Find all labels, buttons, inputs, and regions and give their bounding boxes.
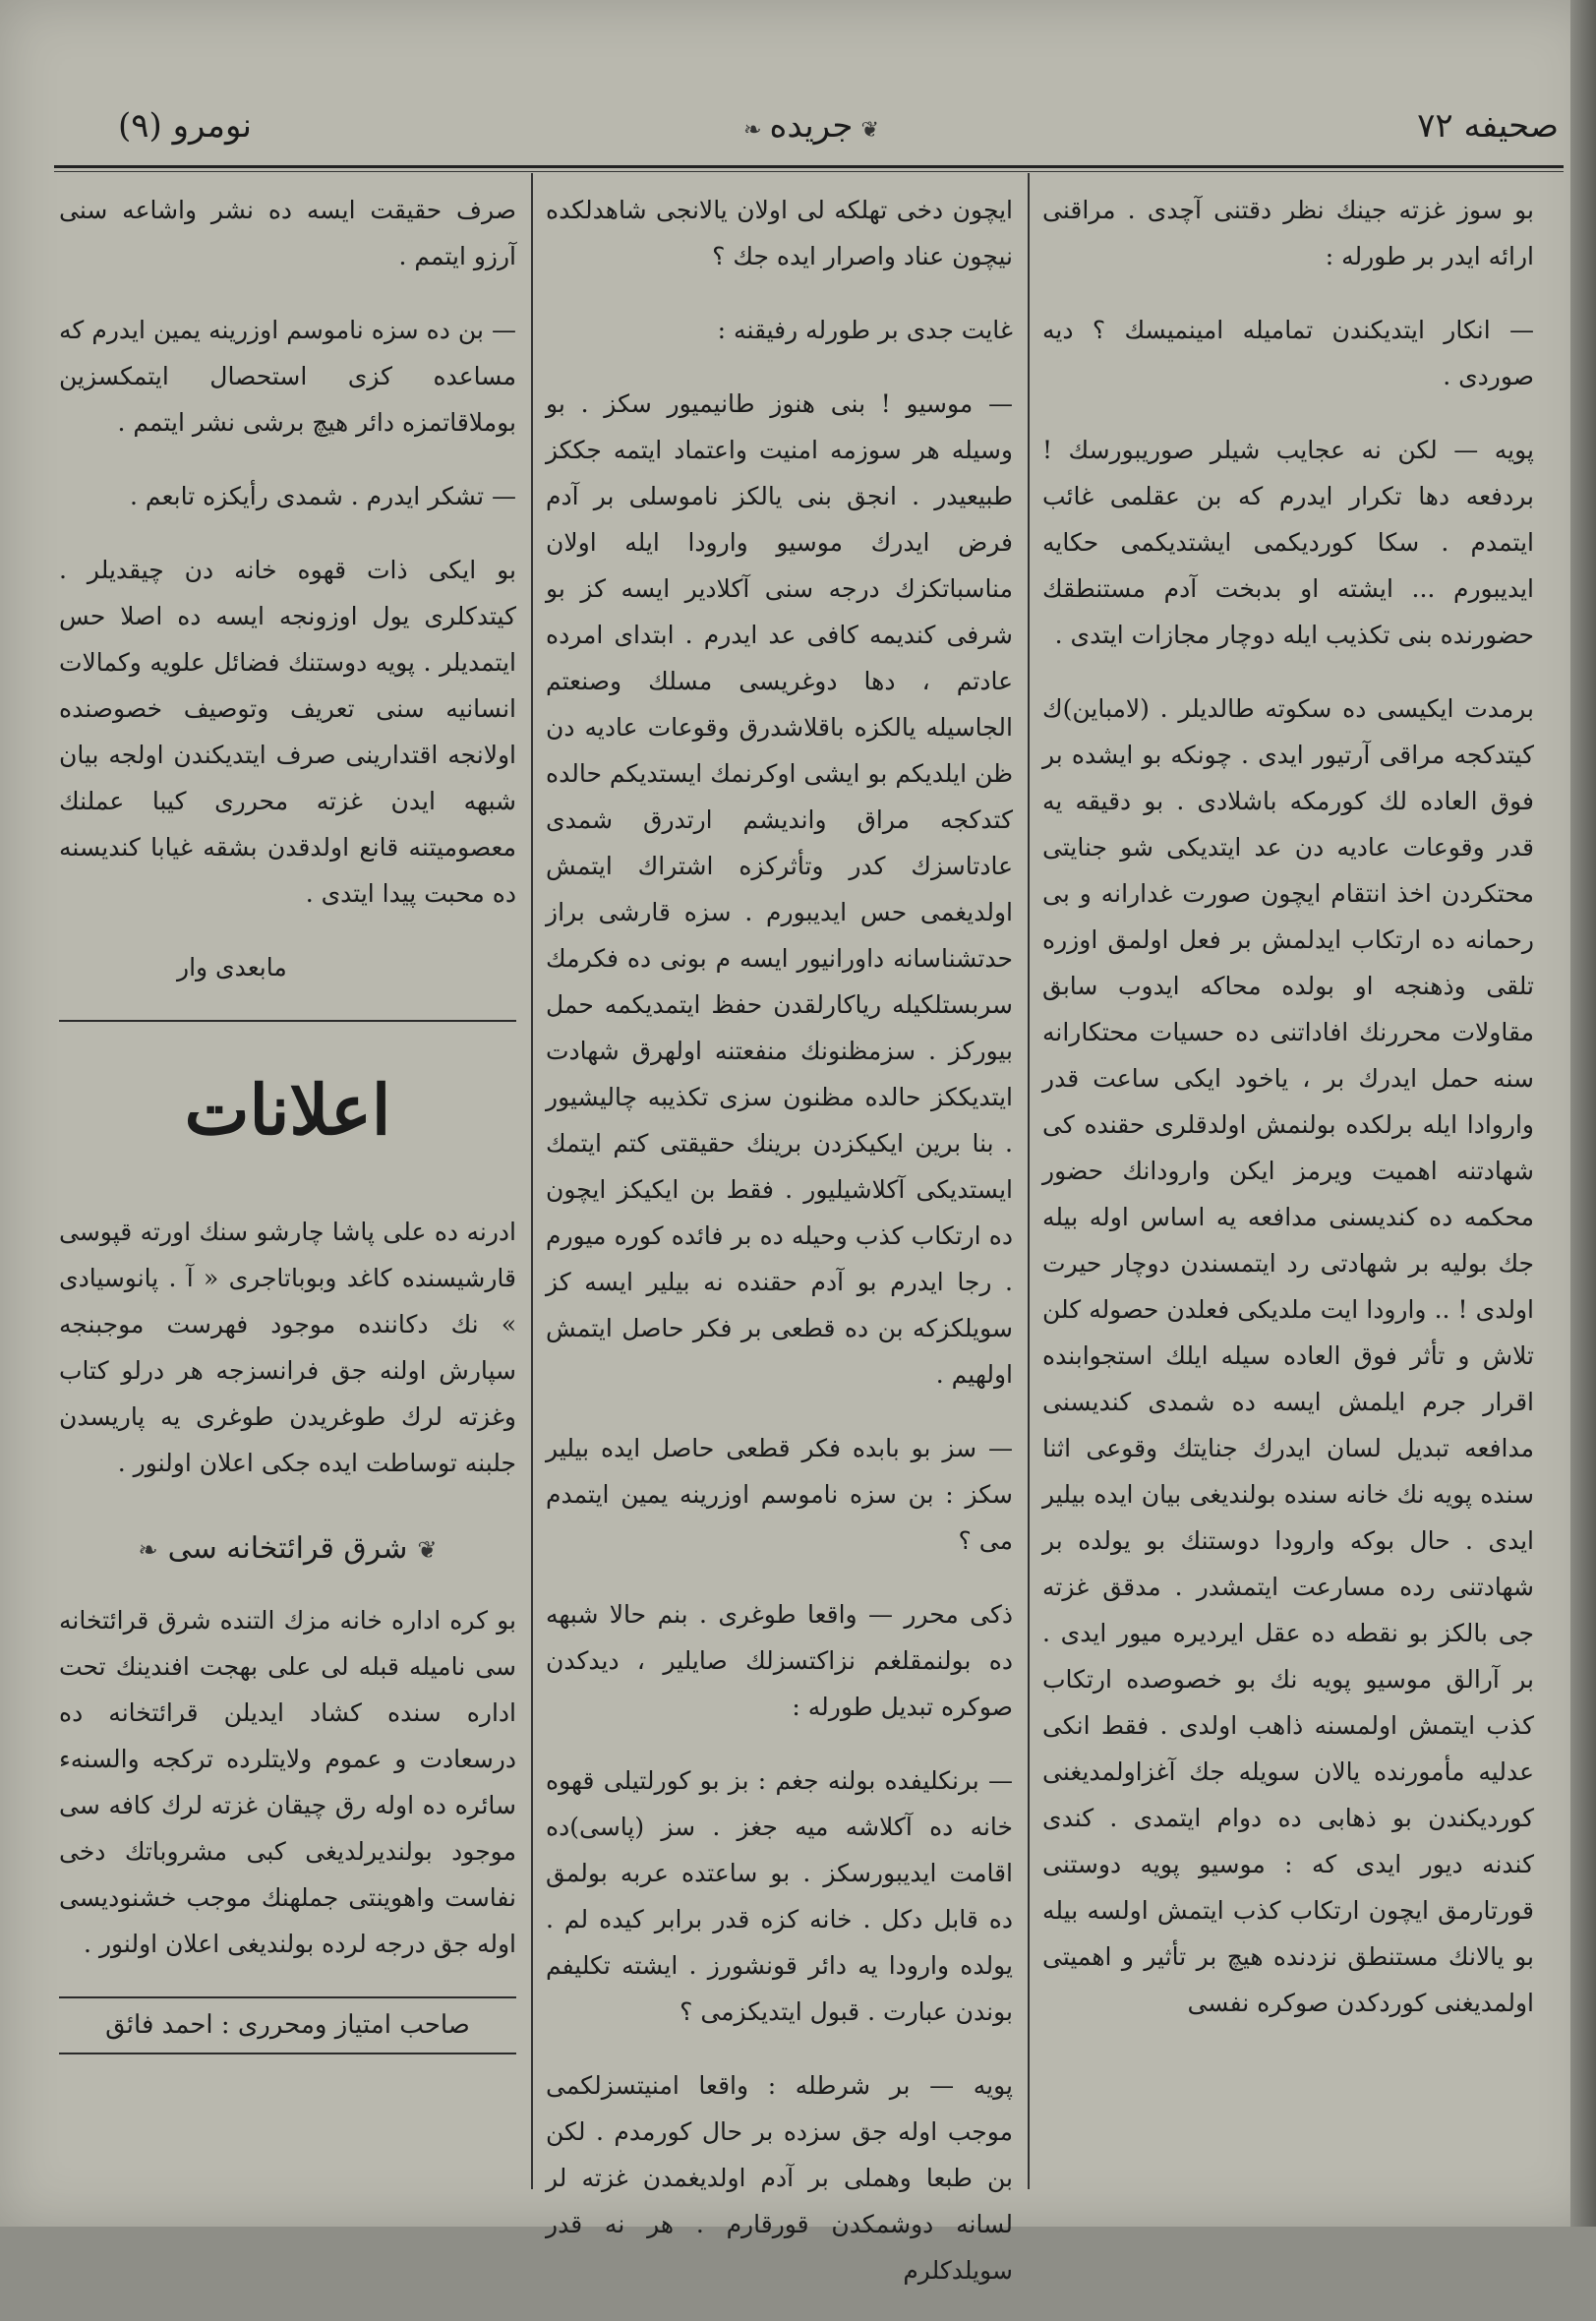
masthead [688,106,934,146]
advertisement: بو کره اداره خانه مزك التنده شرق قرائتخانه سی نامیله قبله لی علی بهجت افندینك تحت اداره سنده کشاد ایدیلن قرائتخانه ده درسعادت و عموم ولایتلرده ترکجه والسنهء سائره ده اوله رق چیقان غزته لرك کافه سی موجود بولندیرلدیغی کبی مشروباتك دخی نفاست واهوینتی جملهنك موجب خشنودیسی اوله جق درجه لرده بولندیغی اعلان اولنور . [59,1606,516,1958]
paragraph: بو ایکی ذات قهوه خانه دن چیقدیلر . کیتدکلری یول اوزونجه ایسه ده اصلا حس ایتمدیلر . پویه دوستنك فضائل علویه وکمالات انسانیه سنی تعریف وتوصیف خصوصنده اولانجه اقتدارینی صرف ایتدیکندن اولجه بیان شبهه ایدن غزته محرری کیبا عملنك معصومیتنه قانع اولدقدن بشقه غیابا کندیسنه ده محبت پیدا ایتدی . [59,556,516,908]
ornament-icon: ❧ [138,1536,158,1564]
column-right [1042,187,1534,2053]
paragraph: — برنکلیفده بولنه جغم : بز بو کورلتیلی قهوه خانه ده آکلاشه میه جغز . سز (پاسی)ده اقامت ایدیبورسکز . بو ساعتده عربه بولمق ده قابل دکل . خانه کزه قدر برابر کیده لم . یولده وارودا یه دائر قونشورز . ایشته تکلیفم بوندن عبارت . قبول ایتدیکزمی ؟ [546,1766,1013,2026]
paragraph: — انکار ایتدیکندن تمامیله امینمیسك ؟ دیه صوردی . [1042,316,1534,390]
publisher-footer: صاحب امتیاز ومحرری : احمد فائق [59,1996,516,2054]
reading-room-title: شرق قرائتخانه سی [167,1531,408,1566]
paragraph: — سز بو بابده فکر قطعی حاصل ایده بیلیر سکز : بن سزه ناموسم اوزرینه یمین ایتمدم می ؟ [546,1434,1013,1555]
advertisement: ادرنه ده علی پاشا چارشو سنك اورته قپوسی قارشیسنده کاغد وبوباتاجری « آ . پانوسیادی » نك دکاننده موجود فهرست موجبنجه سپارش اولنه جق فرانسزجه هر درلو کتاب وغزته لرك طوغریدن طوغری یه پاریسدن جلبنه توساطت ایده جکی اعلان اولنور . [59,1218,516,1477]
header-rule-thin [54,171,1564,172]
paragraph: پویه — لکن نه عجایب شیلر صوریبورسك ! بردفعه دها تکرار ایدرم که بن عقلمی غائب ایتمدم . سکا کوردیکمی ایشتدیکمی حکایه ایدیبورم ... ایشته او بدبخت آدم مستنطقك حضورنده بنی تکذیب ایله دوچار مجازات ایتدی . [1042,436,1534,649]
paragraph: غایت جدی بر طورله رفیقنه : [717,316,1013,344]
paragraph: برمدت ایکیسی ده سکوته طالدیلر . (لامباین)ك کیتدکجه مراقی آرتیور ایدی . چونکه بو ایشده بر فوق العاده لك کورمکه باشلادی . بو دقیقه یه قدر وقوعات عادیه دن عد ایتدیکی شو جنایتی محتکردن اخذ انتقام ایچون صورت غدارانه و بی رحمانه ده ارتکاب ایدلمش بر فعل اولمق اوزره تلقی وذهنجه او بولده محاکه ایدوب سابق مقاولات محررنك افاداتنی ده حسیات محتکارانه سنه حمل ایدرك بر ، یاخود ایکی ساعت قدر واروادا ایله برلکده بولنمش اولدقلری حقنده کی شهادتنه اهمیت ویرمز ایکن وارودانك حضور محکمه ده کندیسنی مدافعه یه اساس اوله بیله جك بولیه بر شهادتی رد ایتمسندن دوچار حیرت اولدی ! .. وارودا ایت ملدیکی فعلدن حصوله کلن تلاش و تأثر فوق العاده سیله ایلك استجوابنده اقرار جرم ایلمش ایسه ده شمدی کندیسنی مدافعه تبدیل لسان ایدرك جنایتك وقوعی اثنا سنده پویه نك خانه سنده بولندیغی بیان ایده بیلیر ایدی . حال بوکه وارودا دوستنك بو یولده بر شهادتنی رده مسارعت ایتمشدر . مدقق غزته جی بالکز بو نقطه ده عقل ایردیره میور ایدی . بر آرالق موسیو پویه نك بو خصوصده ارتکاب کذب ایتمش اولمسنه ذاهب اولدی . فقط انکی عدلیه مأمورنده یالان سویله جك آغزاولمدیغنی کوردیکندن بو ذهابی ده دوام ایتمدی . کندی کندنه دیور ایدی که : موسیو پویه دوستنی قورتارمق ایچون ارتکاب کذب ایتمش اولسه بیله بو یالانك مستنطق نزدنده هیچ بر تأثیر و اهمیتی اولمدیغنی کوردکدن صوکره نفسی [1042,694,1534,2017]
header-rule [54,165,1564,168]
ornament-icon: ❦ [860,118,879,143]
column-left [59,187,516,2054]
page-number-label: صحیفه ۷۲ [1417,106,1559,146]
column-divider [1028,173,1030,2189]
paragraph: — تشکر ایدرم . شمدی رأیکزه تابعم . [130,482,516,510]
column-middle [546,187,1013,2321]
page-header [59,106,1559,165]
column-divider [531,173,533,2189]
issue-number-label: نومرو (۹) [118,106,253,146]
continued-note: مابعدی وار [177,953,287,982]
reading-room-heading [59,1525,516,1574]
paragraph: — بن ده سزه ناموسم اوزرینه یمین ایدرم که مساعده کزی استحصال ایتمکسزین بوملاقاتمزه دائر هیچ برشی نشر ایتمم . [59,316,516,437]
paragraph: صرف حقیقت ایسه ده نشر واشاعه سنی آرزو ایتمم . [59,196,516,270]
paragraph: ایچون دخی تهلکه لی اولان یالانجی شاهدلکده نیچون عناد واصرار ایده جك ؟ [546,196,1013,270]
ads-heading: اعلانات [184,1069,391,1151]
page-edge-shadow [1570,0,1596,2227]
paragraph: ذکی محرر — واقعا طوغری . بنم حالا شبهه ده بولنمقلغم نزاکتسزلك صایلیر ، دیدکدن صوکره تبدیل طورله : [546,1600,1013,1721]
masthead-title: جریده [769,106,854,146]
paragraph: پویه — بر شرطله : واقعا امنیتسزلکمی موجب اوله جق سزده بر حال کورمدم . لکن بن طبعا وهملی بر آدم اولدیغمدن غزته لر لسانه دوشمکدن قورقارم . هر نه قدر سویلدکلرم [546,2071,1013,2285]
paragraph: بو سوز غزته جینك نظر دقتنی آچدی . مراقنی ارائه ایدر بر طورله : [1042,196,1534,270]
section-divider [59,1020,516,1022]
paragraph: — موسیو ! بنی هنوز طانیمیور سکز . بو وسیله هر سوزمه امنیت واعتماد ایتمه جککز طبیعیدر . انجق بنی یالکز ناموسلی بر آدم فرض ایدرك موسیو وارودا ایله اولان مناسباتکزك درجه سنی آکلادیر ایسه کز بو شرفی کندیمه کافی عد ایدرم . ابتدای امرده عادتم ، دها دوغریسی مسلك وصنعتم الجاسیله یالکزه باقلاشدرق وقوعات عادیه دن ظن ایلدیکم بو ایشی اوکرنمك ایستدیکم حالده کتدکجه مراق واندیشم ارتدرق شمدی عادتاسزك کدر وتأثرکزه اشتراك ایتمش اولدیغمی حس ایدیبورم . سزه قارشی براز حدتشناسانه داورانیور ایسه م بونی ده فکرمك سربستلکیله ریاکارلقدن حفظ ایتمدیکمه حمل بیورکز . سزمظنونك منفعتنه اولهرق شهادت ایتدیککز حالده مظنون سزی تکذیبه چالیشیور . بنا برین ایکیکزدن برینك حقیقتی کتم ایتمك ایستدیکی آکلاشیلیور . فقط بن ایکیکز ایچون ده ارتکاب کذب وحیله ده بر فائده کوره میورم . رجا ایدرم بو آدم حقنده نه بیلیر ایسه کز سویلکزکه بن ده قطعی بر فکر حاصل ایتمش اولهیم . [546,389,1013,1389]
ornament-icon: ❦ [417,1536,438,1564]
ornament-icon: ❧ [743,118,762,143]
